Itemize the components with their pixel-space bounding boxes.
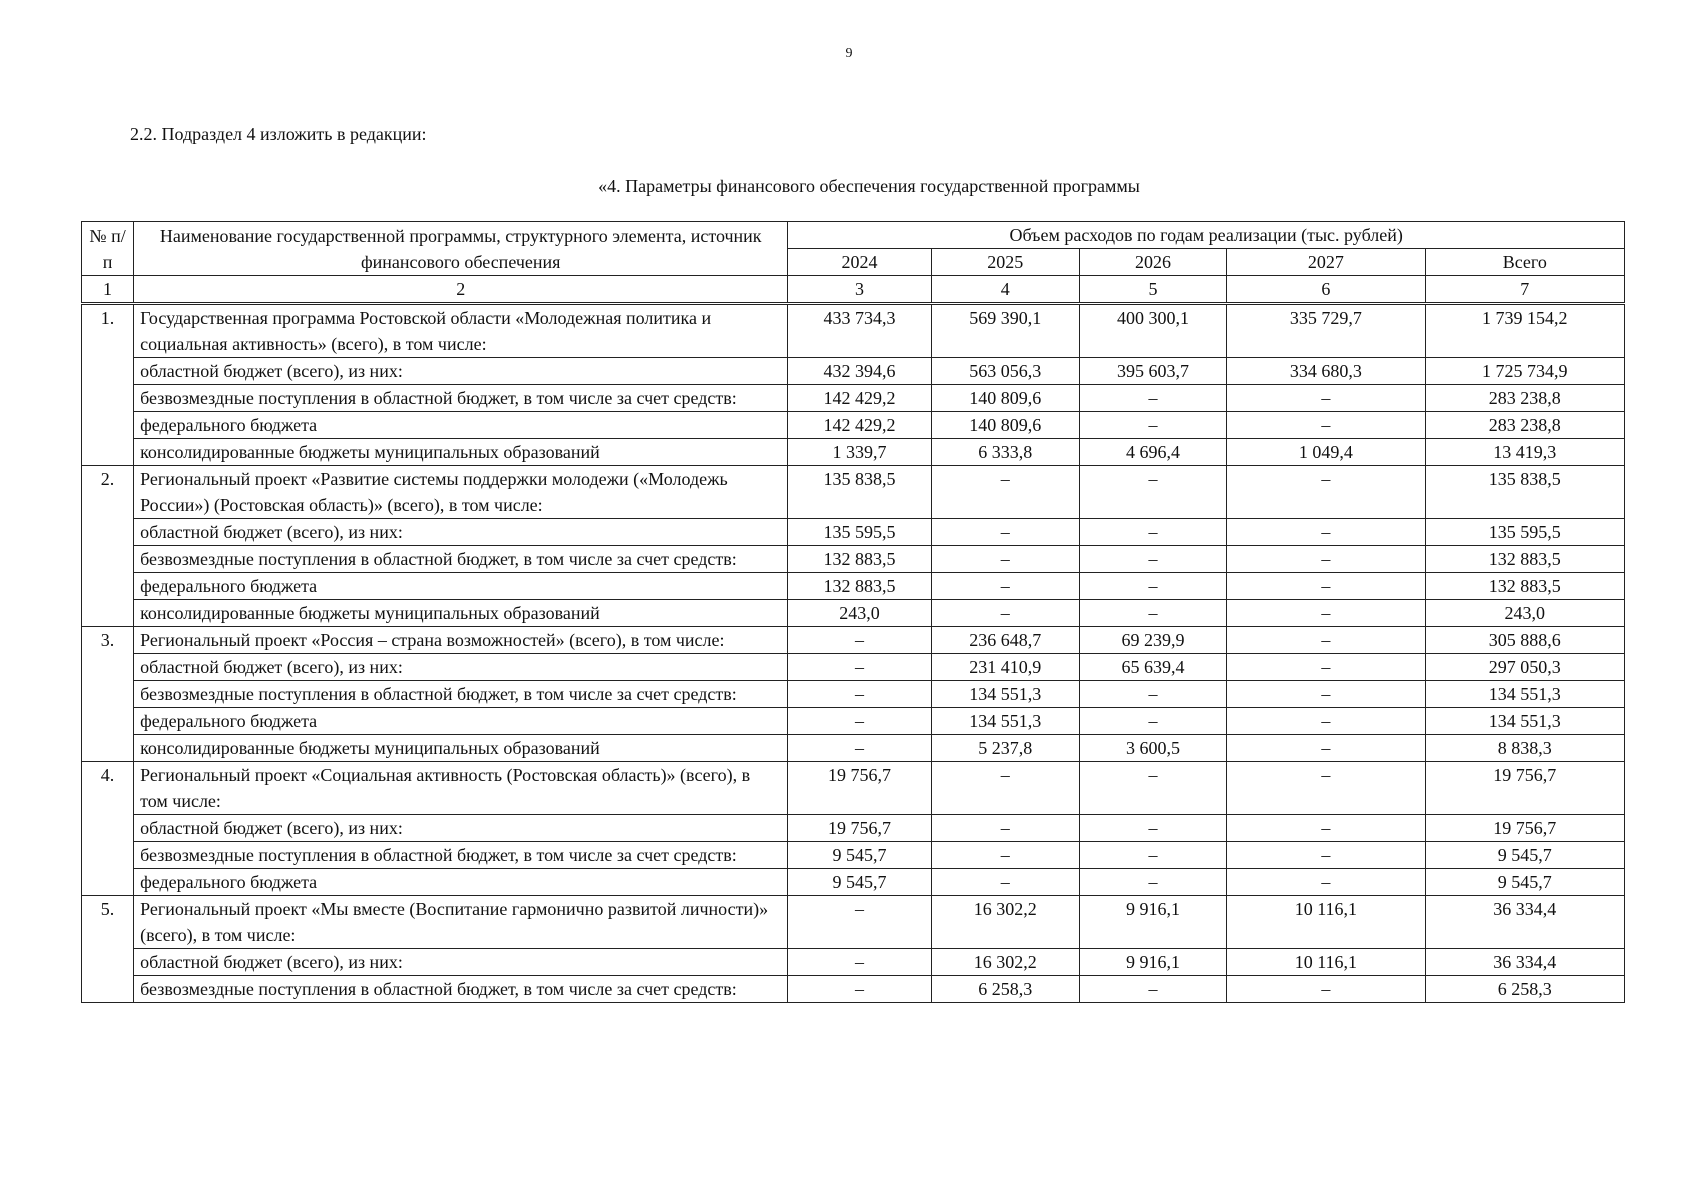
row-name: Государственная программа Ростовской области «Молодежная политика и социальная активность» (всего), в том числе: — [134, 304, 788, 358]
row-year-value: – — [1079, 869, 1226, 896]
row-year-value: 3 600,5 — [1079, 735, 1226, 762]
row-year-value: – — [788, 976, 931, 1003]
row-year-value: – — [788, 627, 931, 654]
row-year-value: – — [1227, 600, 1425, 627]
table-row — [82, 815, 1625, 842]
row-total-value: 134 551,3 — [1425, 708, 1624, 735]
row-year-value: 9 545,7 — [788, 842, 931, 869]
row-year-value: – — [1079, 976, 1226, 1003]
row-year-value: 9 545,7 — [788, 869, 931, 896]
row-year-value: 142 429,2 — [788, 412, 931, 439]
row-name: консолидированные бюджеты муниципальных образований — [134, 735, 788, 762]
row-total-value: 19 756,7 — [1425, 815, 1624, 842]
header-year: 2027 — [1227, 249, 1425, 276]
table-row — [82, 358, 1625, 385]
row-year-value: – — [931, 815, 1079, 842]
table-row — [82, 708, 1625, 735]
row-year-value: 395 603,7 — [1079, 358, 1226, 385]
row-number: 3. — [82, 627, 134, 762]
table-row — [82, 681, 1625, 708]
row-total-value: 283 238,8 — [1425, 385, 1624, 412]
column-number: 7 — [1425, 276, 1624, 304]
row-year-value: 6 333,8 — [931, 439, 1079, 466]
row-year-value: – — [1079, 546, 1226, 573]
row-year-value: 10 116,1 — [1227, 896, 1425, 949]
header-name: Наименование государственной программы, структурного элемента, источник финансового обеспечения — [134, 222, 788, 276]
row-total-value: 243,0 — [1425, 600, 1624, 627]
row-year-value: – — [931, 869, 1079, 896]
row-year-value: 19 756,7 — [788, 762, 931, 815]
row-name: безвозмездные поступления в областной бюджет, в том числе за счет средств: — [134, 385, 788, 412]
row-name: консолидированные бюджеты муниципальных образований — [134, 600, 788, 627]
row-year-value: 433 734,3 — [788, 304, 931, 358]
page-number: 9 — [845, 46, 853, 61]
row-total-value: 135 595,5 — [1425, 519, 1624, 546]
table-title: «4. Параметры финансового обеспечения государственной программы — [598, 176, 1140, 196]
row-year-value: – — [1079, 681, 1226, 708]
row-name: федерального бюджета — [134, 708, 788, 735]
row-year-value: – — [1227, 627, 1425, 654]
row-name: областной бюджет (всего), из них: — [134, 815, 788, 842]
row-total-value: 135 838,5 — [1425, 466, 1624, 519]
row-year-value: 134 551,3 — [931, 708, 1079, 735]
row-year-value: – — [931, 546, 1079, 573]
row-year-value: – — [1227, 976, 1425, 1003]
row-year-value: – — [1079, 385, 1226, 412]
row-year-value: 134 551,3 — [931, 681, 1079, 708]
row-total-value: 8 838,3 — [1425, 735, 1624, 762]
table-row — [82, 869, 1625, 896]
row-total-value: 134 551,3 — [1425, 681, 1624, 708]
row-year-value: 400 300,1 — [1079, 304, 1226, 358]
row-number: 2. — [82, 466, 134, 627]
row-total-value: 1 739 154,2 — [1425, 304, 1624, 358]
row-name: безвозмездные поступления в областной бюджет, в том числе за счет средств: — [134, 976, 788, 1003]
row-year-value: – — [931, 466, 1079, 519]
row-name: федерального бюджета — [134, 412, 788, 439]
row-year-value: – — [1079, 762, 1226, 815]
row-year-value: 140 809,6 — [931, 385, 1079, 412]
row-year-value: 16 302,2 — [931, 949, 1079, 976]
table-row — [82, 949, 1625, 976]
row-name: безвозмездные поступления в областной бюджет, в том числе за счет средств: — [134, 681, 788, 708]
row-year-value: – — [1227, 466, 1425, 519]
row-name: консолидированные бюджеты муниципальных образований — [134, 439, 788, 466]
row-year-value: – — [1227, 519, 1425, 546]
row-year-value: 16 302,2 — [931, 896, 1079, 949]
row-year-value: – — [1227, 735, 1425, 762]
row-year-value: 9 916,1 — [1079, 896, 1226, 949]
row-year-value: 65 639,4 — [1079, 654, 1226, 681]
header-expenses: Объем расходов по годам реализации (тыс. рублей) — [788, 222, 1625, 249]
row-year-value: 132 883,5 — [788, 573, 931, 600]
row-year-value: – — [1227, 412, 1425, 439]
row-year-value: 1 049,4 — [1227, 439, 1425, 466]
row-year-value: – — [788, 681, 931, 708]
row-year-value: – — [1227, 681, 1425, 708]
row-year-value: – — [1079, 600, 1226, 627]
row-total-value: 283 238,8 — [1425, 412, 1624, 439]
row-name: областной бюджет (всего), из них: — [134, 654, 788, 681]
row-year-value: – — [1079, 842, 1226, 869]
row-year-value: 10 116,1 — [1227, 949, 1425, 976]
row-year-value: – — [1079, 412, 1226, 439]
row-name: областной бюджет (всего), из них: — [134, 949, 788, 976]
row-year-value: 1 339,7 — [788, 439, 931, 466]
row-name: федерального бюджета — [134, 869, 788, 896]
row-year-value: 569 390,1 — [931, 304, 1079, 358]
row-name: Региональный проект «Социальная активность (Ростовская область)» (всего), в том числе: — [134, 762, 788, 815]
row-year-value: 9 916,1 — [1079, 949, 1226, 976]
table-row — [82, 842, 1625, 869]
row-year-value: – — [1227, 654, 1425, 681]
row-year-value: – — [1227, 708, 1425, 735]
table-row — [82, 654, 1625, 681]
table-row — [82, 439, 1625, 466]
row-name: Региональный проект «Развитие системы поддержки молодежи («Молодежь России») (Ростовская область)» (всего), в том числе: — [134, 466, 788, 519]
table-row — [82, 627, 1625, 654]
row-year-value: – — [788, 708, 931, 735]
column-number: 3 — [788, 276, 931, 304]
table-row — [82, 304, 1625, 358]
table-row — [82, 466, 1625, 519]
row-year-value: – — [931, 519, 1079, 546]
row-year-value: 135 838,5 — [788, 466, 931, 519]
row-number: 4. — [82, 762, 134, 896]
row-year-value: 4 696,4 — [1079, 439, 1226, 466]
column-number: 5 — [1079, 276, 1226, 304]
row-year-value: 6 258,3 — [931, 976, 1079, 1003]
table-row — [82, 762, 1625, 815]
row-year-value: – — [931, 762, 1079, 815]
row-year-value: – — [931, 573, 1079, 600]
row-year-value: 69 239,9 — [1079, 627, 1226, 654]
column-number: 1 — [82, 276, 134, 304]
row-name: безвозмездные поступления в областной бюджет, в том числе за счет средств: — [134, 842, 788, 869]
row-year-value: 243,0 — [788, 600, 931, 627]
table-row — [82, 385, 1625, 412]
row-total-value: 9 545,7 — [1425, 842, 1624, 869]
row-total-value: 36 334,4 — [1425, 896, 1624, 949]
row-year-value: – — [1227, 869, 1425, 896]
table-row — [82, 735, 1625, 762]
row-total-value: 132 883,5 — [1425, 573, 1624, 600]
row-total-value: 132 883,5 — [1425, 546, 1624, 573]
row-year-value: – — [1227, 815, 1425, 842]
financial-table — [81, 221, 1625, 1003]
column-number: 6 — [1227, 276, 1425, 304]
row-year-value: 135 595,5 — [788, 519, 931, 546]
row-year-value: – — [1227, 573, 1425, 600]
table-row — [82, 546, 1625, 573]
row-year-value: – — [788, 735, 931, 762]
table-row — [82, 600, 1625, 627]
header-no: № п/п — [82, 222, 134, 276]
row-total-value: 1 725 734,9 — [1425, 358, 1624, 385]
intro-paragraph: 2.2. Подраздел 4 изложить в редакции: — [130, 124, 427, 144]
row-name: Региональный проект «Мы вместе (Воспитание гармонично развитой личности)» (всего), в том числе: — [134, 896, 788, 949]
row-year-value: 335 729,7 — [1227, 304, 1425, 358]
row-total-value: 19 756,7 — [1425, 762, 1624, 815]
row-total-value: 297 050,3 — [1425, 654, 1624, 681]
row-year-value: 334 680,3 — [1227, 358, 1425, 385]
table-body — [82, 304, 1625, 1003]
row-year-value: 19 756,7 — [788, 815, 931, 842]
row-year-value: 140 809,6 — [931, 412, 1079, 439]
column-number: 4 — [931, 276, 1079, 304]
row-number: 5. — [82, 896, 134, 1003]
header-total: Всего — [1425, 249, 1624, 276]
row-name: областной бюджет (всего), из них: — [134, 358, 788, 385]
row-name: областной бюджет (всего), из них: — [134, 519, 788, 546]
row-year-value: – — [788, 949, 931, 976]
table-row — [82, 896, 1625, 949]
row-total-value: 13 419,3 — [1425, 439, 1624, 466]
row-total-value: 6 258,3 — [1425, 976, 1624, 1003]
row-name: федерального бюджета — [134, 573, 788, 600]
table-header — [82, 222, 1625, 304]
row-year-value: 236 648,7 — [931, 627, 1079, 654]
row-year-value: – — [1227, 546, 1425, 573]
row-year-value: – — [931, 600, 1079, 627]
row-year-value: 132 883,5 — [788, 546, 931, 573]
row-name: Региональный проект «Россия – страна возможностей» (всего), в том числе: — [134, 627, 788, 654]
row-year-value: – — [1079, 519, 1226, 546]
row-year-value: 563 056,3 — [931, 358, 1079, 385]
table-row — [82, 412, 1625, 439]
row-year-value: – — [1227, 842, 1425, 869]
row-year-value: – — [1227, 762, 1425, 815]
row-year-value: 432 394,6 — [788, 358, 931, 385]
row-year-value: – — [1079, 708, 1226, 735]
row-year-value: – — [788, 654, 931, 681]
row-year-value: 5 237,8 — [931, 735, 1079, 762]
table-row — [82, 519, 1625, 546]
row-year-value: 231 410,9 — [931, 654, 1079, 681]
row-name: безвозмездные поступления в областной бюджет, в том числе за счет средств: — [134, 546, 788, 573]
header-year: 2026 — [1079, 249, 1226, 276]
row-year-value: – — [1227, 385, 1425, 412]
row-year-value: – — [788, 896, 931, 949]
row-year-value: – — [1079, 466, 1226, 519]
row-total-value: 305 888,6 — [1425, 627, 1624, 654]
column-number: 2 — [134, 276, 788, 304]
table-row — [82, 976, 1625, 1003]
row-year-value: – — [1079, 573, 1226, 600]
row-year-value: – — [1079, 815, 1226, 842]
row-total-value: 9 545,7 — [1425, 869, 1624, 896]
row-year-value: – — [931, 842, 1079, 869]
header-year: 2025 — [931, 249, 1079, 276]
table-row — [82, 573, 1625, 600]
row-year-value: 142 429,2 — [788, 385, 931, 412]
header-year: 2024 — [788, 249, 931, 276]
row-total-value: 36 334,4 — [1425, 949, 1624, 976]
row-number: 1. — [82, 304, 134, 466]
